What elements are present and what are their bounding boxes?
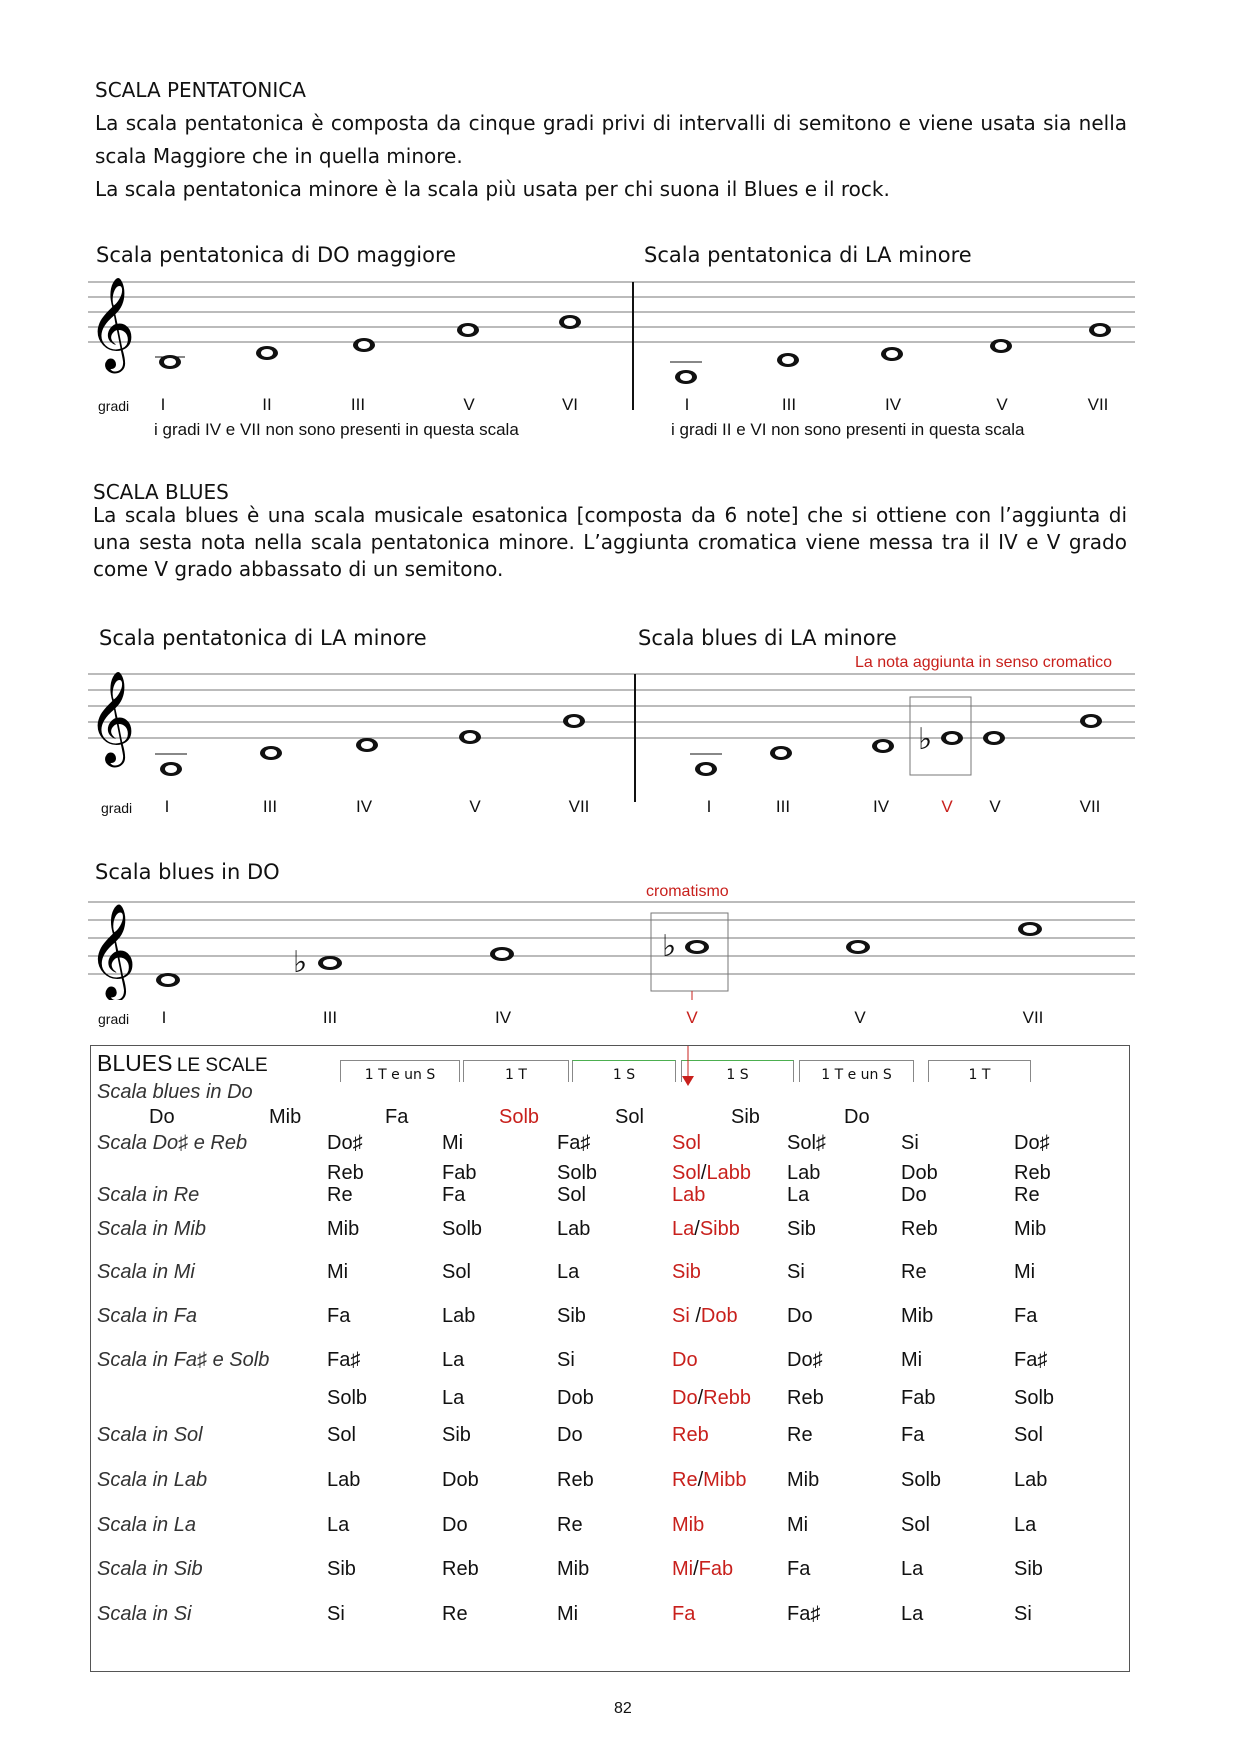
note-cell: La [1014, 1514, 1037, 1536]
slash: / [694, 1218, 700, 1240]
staff2-degree-added: V [941, 797, 953, 816]
blue-note-enharmonic: Fab [698, 1558, 734, 1580]
treble-clef-icon: 𝄞 [88, 905, 137, 996]
note-cell: Solb [901, 1469, 942, 1491]
note-cell: Fa♯ [327, 1349, 361, 1371]
row-label: Scala in Mi [97, 1261, 195, 1283]
row-label: Scala in Fa♯ e Solb [97, 1349, 270, 1371]
staff3-degree: I [161, 1008, 167, 1027]
note-cell: La [327, 1514, 350, 1536]
note-cell: Fa♯ [1014, 1349, 1048, 1371]
note-cell: Dob [557, 1387, 594, 1409]
note-cell: Mi [787, 1514, 809, 1536]
staff2-left-caption: Scala pentatonica di LA minore [99, 626, 427, 650]
note-cell: Re [1014, 1184, 1040, 1206]
blue-note-main: La [672, 1218, 695, 1240]
blue-note-enharmonic: Dob [700, 1305, 738, 1327]
note-cell: Fa [901, 1424, 925, 1446]
note-cell: Lab [1014, 1469, 1048, 1491]
blue-note-main: Do [672, 1387, 698, 1409]
staff1-gradi-label: gradi [98, 398, 130, 414]
treble-clef-icon: 𝄞 [88, 278, 136, 367]
slash: / [689, 1305, 701, 1327]
row-label: Scala in Lab [97, 1469, 208, 1491]
blues-scales-table [90, 1045, 1130, 1672]
blues-paragraph: La scala blues è una scala musicale esatonica [composta da 6 note] che si ottiene con l’aggiunta di una sesta nota nella scala pentatonica minore. L’aggiunta cromatica viene messa tra il IV e V grado come V grado abbassato di un semitono. [93, 503, 1127, 581]
note-cell: Mib [1014, 1218, 1047, 1240]
note-cell: Sol [901, 1514, 930, 1536]
blue-note-cell [672, 1162, 751, 1185]
note-cell: Do [787, 1305, 813, 1327]
section-title-blues: SCALA BLUES [93, 480, 229, 504]
interval-box: 1 T e un S [340, 1060, 460, 1082]
blue-note-cell [672, 1469, 747, 1492]
note-cell: Solb [327, 1387, 368, 1409]
blue-note-cell: Mib [672, 1514, 705, 1536]
note-cell: Si [327, 1603, 345, 1625]
do-note: Fa [385, 1106, 409, 1128]
staff2-annotation: La nota aggiunta in senso cromatico [855, 654, 1113, 671]
staff1-degree: VI [561, 395, 579, 414]
staff3-caption: Scala blues in DO [95, 860, 280, 884]
do-note: Sol [615, 1106, 644, 1128]
note-cell: Dob [901, 1162, 938, 1184]
staff1-left-caption: Scala pentatonica di DO maggiore [96, 243, 457, 267]
section-title-pentatonica: SCALA PENTATONICA [95, 78, 306, 102]
note-cell: Lab [787, 1162, 821, 1184]
note-cell: Fa♯ [557, 1132, 591, 1154]
note-cell: Re [327, 1184, 353, 1206]
note-cell: Do [557, 1424, 583, 1446]
slash: / [697, 1387, 704, 1409]
staff3-notation [0, 890, 1250, 1000]
note-cell: Si [557, 1349, 575, 1371]
interval-box: 1 S [572, 1060, 676, 1082]
note-cell: Do♯ [1014, 1132, 1050, 1154]
note-cell: Fa [442, 1184, 466, 1206]
note-cell: Si [787, 1261, 805, 1283]
staff2-degree: III [262, 797, 278, 816]
row-label: Scala in Sib [97, 1558, 203, 1580]
table-title-big: BLUES [97, 1050, 173, 1076]
staff2-gradi-label: gradi [101, 800, 133, 816]
staff2-degree: IV [872, 797, 890, 816]
blue-note-cell [672, 1218, 740, 1241]
staff2-degree: I [164, 797, 170, 816]
staff1-degree: V [463, 395, 475, 414]
staff1-right-note: i gradi II e VI non sono presenti in questa scala [671, 420, 1025, 439]
note-cell: Mib [787, 1469, 820, 1491]
staff3-degree-chromatic: V [686, 1008, 698, 1027]
note-cell: Do [442, 1514, 468, 1536]
staff1-degree: II [262, 395, 272, 414]
staff1-degree: III [350, 395, 366, 414]
do-note-blue: Solb [499, 1106, 540, 1128]
staff1-degree: IV [884, 395, 902, 414]
note-cell: Lab [442, 1305, 476, 1327]
blue-note-enharmonic: Labb [706, 1162, 751, 1184]
blue-note-cell: Lab [672, 1184, 706, 1206]
note-cell: Mi [901, 1349, 923, 1371]
blue-note-cell: Sib [672, 1261, 701, 1283]
staff2-degree: I [706, 797, 712, 816]
note-cell: Fab [901, 1387, 936, 1409]
blue-note-cell: Do [672, 1349, 698, 1371]
note-cell: Re [442, 1603, 468, 1625]
blue-note-enharmonic: Mibb [703, 1469, 747, 1491]
staff3-degree: VII [1022, 1008, 1044, 1027]
note-cell: Reb [557, 1469, 594, 1491]
note-cell: Mi [327, 1261, 349, 1283]
blue-note-enharmonic: Sibb [699, 1218, 740, 1240]
blue-note-main: Re [672, 1469, 698, 1491]
note-cell: Sol♯ [787, 1132, 826, 1154]
interval-box: 1 T [463, 1060, 569, 1082]
note-cell: Sol [557, 1184, 586, 1206]
staff1-notation [0, 270, 1250, 420]
note-cell: Sib [787, 1218, 816, 1240]
row-label: Scala in Mib [97, 1218, 206, 1240]
note-cell: Sib [1014, 1558, 1043, 1580]
arrow-down-icon [681, 1046, 695, 1088]
note-cell: Do♯ [787, 1349, 823, 1371]
interval-box: 1 T e un S [799, 1060, 914, 1082]
pentatonica-paragraph-1: La scala pentatonica è composta da cinque gradi privi di intervalli di semitono e viene usata sia nella scala Maggiore che in quella minore. [95, 111, 1127, 168]
staff2-right-caption: Scala blues di LA minore [638, 626, 897, 650]
note-cell: Lab [327, 1469, 361, 1491]
note-cell: Sib [327, 1558, 356, 1580]
row-label: Scala in Re [97, 1184, 200, 1206]
slash: / [697, 1469, 704, 1491]
staff1-degree: I [684, 395, 690, 414]
note-cell: Mi [1014, 1261, 1036, 1283]
note-cell: Reb [442, 1558, 479, 1580]
staff2-degree: VII [1079, 797, 1101, 816]
staff3-gradi-label: gradi [98, 1011, 130, 1027]
blue-note-cell: Fa [672, 1603, 696, 1625]
row-label: Scala in Si [97, 1603, 192, 1625]
note-cell: Si [1014, 1603, 1032, 1625]
staff3-degree: V [854, 1008, 866, 1027]
blue-note-cell [672, 1558, 733, 1581]
staff2-degree: V [989, 797, 1001, 816]
note-cell: Fa [327, 1305, 351, 1327]
do-note: Mib [269, 1106, 302, 1128]
treble-clef-icon: 𝄞 [88, 672, 136, 761]
staff2-degree: IV [355, 797, 373, 816]
note-cell: La [557, 1261, 580, 1283]
page-number: 82 [614, 1700, 632, 1717]
staff1-degree: I [160, 395, 166, 414]
interval-box: 1 T [928, 1060, 1031, 1082]
row-label: Scala Do♯ e Reb [97, 1132, 248, 1154]
note-cell: La [901, 1558, 924, 1580]
staff2-notation [0, 660, 1250, 810]
note-cell: Sib [442, 1424, 471, 1446]
pentatonica-paragraph-2: La scala pentatonica minore è la scala più usata per chi suona il Blues e il rock. [95, 177, 890, 201]
note-cell: Sol [327, 1424, 356, 1446]
flat-icon: ♭ [662, 930, 677, 963]
staff1-degree: V [996, 395, 1008, 414]
slash: / [700, 1162, 707, 1184]
note-cell: Reb [901, 1218, 938, 1240]
note-cell: Reb [327, 1162, 364, 1184]
blue-note-cell: Reb [672, 1424, 709, 1446]
staff1-right-caption: Scala pentatonica di LA minore [644, 243, 972, 267]
table-title-small: LE SCALE [176, 1055, 268, 1076]
note-cell: Sib [557, 1305, 586, 1327]
note-cell: Reb [787, 1387, 824, 1409]
table-subtitle: Scala blues in Do [97, 1081, 253, 1103]
do-note: Do [844, 1106, 870, 1128]
note-cell: Do [901, 1184, 927, 1206]
flat-icon: ♭ [293, 946, 308, 979]
staff3-degree: IV [494, 1008, 512, 1027]
note-cell: La [901, 1603, 924, 1625]
note-cell: Mib [327, 1218, 360, 1240]
note-cell: Solb [1014, 1387, 1055, 1409]
table-title [97, 1050, 268, 1077]
note-cell: La [787, 1184, 810, 1206]
note-cell: Solb [442, 1218, 483, 1240]
note-cell: Si [901, 1132, 919, 1154]
note-cell: Mib [557, 1558, 590, 1580]
flat-icon: ♭ [918, 723, 933, 756]
slash: / [693, 1558, 699, 1580]
note-cell: Reb [1014, 1162, 1051, 1184]
staff3-annotation: cromatismo [646, 883, 729, 900]
do-note: Do [149, 1106, 175, 1128]
row-label: Scala in Fa [97, 1305, 198, 1327]
note-cell: Lab [557, 1218, 591, 1240]
do-note: Sib [731, 1106, 760, 1128]
note-cell: Mi [557, 1603, 579, 1625]
note-cell: Fab [442, 1162, 477, 1184]
row-label: Scala in Sol [97, 1424, 203, 1446]
staff1-degree: VII [1087, 395, 1109, 414]
staff2-degree: III [775, 797, 791, 816]
note-cell: Re [787, 1424, 813, 1446]
note-cell: Solb [557, 1162, 598, 1184]
row-label: Scala in La [97, 1514, 196, 1536]
note-cell: Fa♯ [787, 1603, 821, 1625]
blue-note-enharmonic: Rebb [703, 1387, 751, 1409]
note-cell: Fa [787, 1558, 811, 1580]
note-cell: Mi [442, 1132, 464, 1154]
blue-note-cell: Sol [672, 1132, 701, 1154]
staff1-degree: III [781, 395, 797, 414]
note-cell: La [442, 1387, 465, 1409]
blue-note-cell [672, 1387, 751, 1410]
note-cell: La [442, 1349, 465, 1371]
note-cell: Do♯ [327, 1132, 363, 1154]
note-cell: Mib [901, 1305, 934, 1327]
blue-note-main: Si [672, 1305, 690, 1327]
note-cell: Re [901, 1261, 927, 1283]
interval-box: 1 S [681, 1060, 794, 1082]
note-cell: Fa [1014, 1305, 1038, 1327]
note-cell: Sol [1014, 1424, 1043, 1446]
blue-note-main: Sol [672, 1162, 701, 1184]
note-cell: Dob [442, 1469, 479, 1491]
note-cell: Sol [442, 1261, 471, 1283]
note-cell: Re [557, 1514, 583, 1536]
staff2-degree: VII [568, 797, 590, 816]
staff1-left-note: i gradi IV e VII non sono presenti in questa scala [154, 420, 519, 439]
staff2-degree: V [469, 797, 481, 816]
staff3-degree: III [322, 1008, 338, 1027]
blue-note-main: Mi [672, 1558, 694, 1580]
blue-note-cell [672, 1305, 738, 1328]
